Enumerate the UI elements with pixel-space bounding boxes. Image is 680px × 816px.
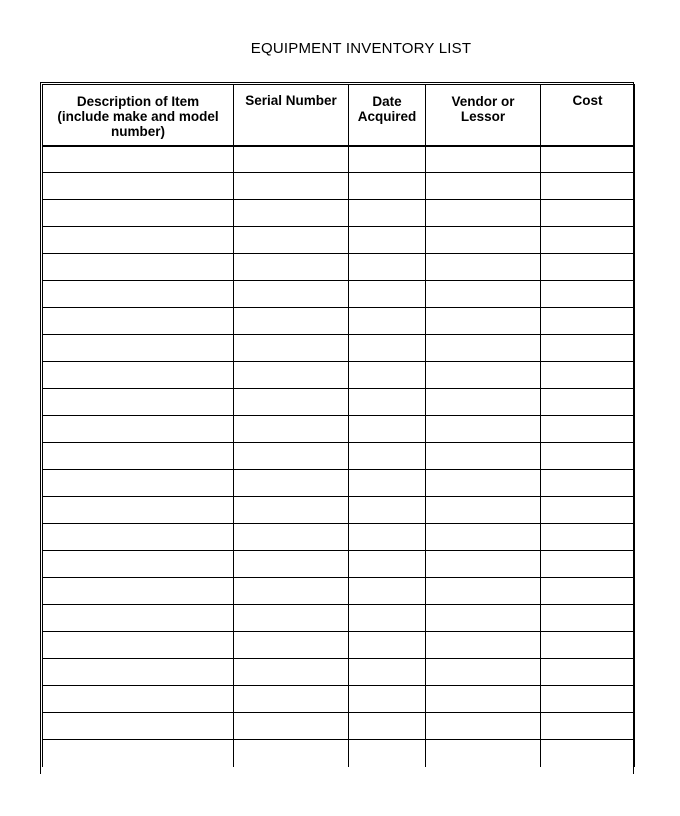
header-line: Vendor or [451, 94, 515, 109]
entry-cell-description[interactable] [43, 497, 234, 524]
entry-cell-vendor[interactable] [426, 227, 541, 254]
column-header-vendor-or-lessor [426, 85, 541, 146]
entry-cell-cost[interactable] [541, 200, 635, 227]
entry-cell-date[interactable] [349, 146, 426, 173]
table-row [43, 362, 635, 389]
entry-cell-vendor[interactable] [426, 524, 541, 551]
entry-cell-cost[interactable] [541, 254, 635, 281]
entry-cell-date[interactable] [349, 335, 426, 362]
entry-cell-vendor[interactable] [426, 605, 541, 632]
table-body [43, 146, 635, 767]
entry-cell-serial[interactable] [234, 740, 349, 767]
entry-cell-description[interactable] [43, 632, 234, 659]
entry-cell-description[interactable] [43, 200, 234, 227]
entry-cell-serial[interactable] [234, 362, 349, 389]
entry-cell-vendor[interactable] [426, 335, 541, 362]
entry-cell-serial[interactable] [234, 254, 349, 281]
entry-cell-description[interactable] [43, 578, 234, 605]
table-row [43, 254, 635, 281]
entry-cell-serial[interactable] [234, 416, 349, 443]
entry-cell-description[interactable] [43, 227, 234, 254]
table-row [43, 281, 635, 308]
entry-cell-cost[interactable] [541, 146, 635, 173]
entry-cell-description[interactable] [43, 551, 234, 578]
column-header-cost [541, 85, 635, 146]
entry-cell-description[interactable] [43, 308, 234, 335]
entry-cell-vendor[interactable] [426, 173, 541, 200]
table-row [43, 470, 635, 497]
table-row [43, 578, 635, 605]
entry-cell-cost[interactable] [541, 416, 635, 443]
entry-cell-vendor[interactable] [426, 470, 541, 497]
entry-cell-vendor[interactable] [426, 416, 541, 443]
entry-cell-date[interactable] [349, 740, 426, 767]
entry-cell-description[interactable] [43, 335, 234, 362]
entry-cell-vendor[interactable] [426, 362, 541, 389]
document-title: EQUIPMENT INVENTORY LIST [250, 40, 472, 57]
column-header-description [43, 85, 234, 146]
table-row [43, 416, 635, 443]
entry-cell-description[interactable] [43, 605, 234, 632]
entry-cell-description[interactable] [43, 254, 234, 281]
entry-cell-serial[interactable] [234, 605, 349, 632]
entry-cell-cost[interactable] [541, 443, 635, 470]
entry-cell-cost[interactable] [541, 578, 635, 605]
entry-cell-vendor[interactable] [426, 740, 541, 767]
entry-cell-cost[interactable] [541, 632, 635, 659]
table-row [43, 551, 635, 578]
entry-cell-vendor[interactable] [426, 578, 541, 605]
entry-cell-vendor[interactable] [426, 659, 541, 686]
entry-cell-description[interactable] [43, 740, 234, 767]
entry-cell-cost[interactable] [541, 173, 635, 200]
entry-cell-serial[interactable] [234, 551, 349, 578]
entry-cell-date[interactable] [349, 497, 426, 524]
table-row [43, 200, 635, 227]
entry-cell-cost[interactable] [541, 740, 635, 767]
table-row [43, 686, 635, 713]
entry-cell-date[interactable] [349, 416, 426, 443]
header-line: Lessor [460, 109, 506, 124]
entry-cell-serial[interactable] [234, 713, 349, 740]
table-row [43, 308, 635, 335]
table-row [43, 173, 635, 200]
entry-cell-cost[interactable] [541, 335, 635, 362]
entry-cell-date[interactable] [349, 524, 426, 551]
entry-cell-date[interactable] [349, 389, 426, 416]
entry-cell-vendor[interactable] [426, 389, 541, 416]
header-line: Acquired [357, 109, 417, 124]
entry-cell-vendor[interactable] [426, 146, 541, 173]
header-line: number) [111, 124, 165, 139]
table-row [43, 335, 635, 362]
entry-cell-description[interactable] [43, 389, 234, 416]
entry-cell-date[interactable] [349, 470, 426, 497]
entry-cell-description[interactable] [43, 281, 234, 308]
entry-cell-date[interactable] [349, 659, 426, 686]
entry-cell-cost[interactable] [541, 281, 635, 308]
entry-cell-vendor[interactable] [426, 308, 541, 335]
entry-cell-vendor[interactable] [426, 200, 541, 227]
table-row [43, 605, 635, 632]
entry-cell-serial[interactable] [234, 335, 349, 362]
entry-cell-vendor[interactable] [426, 254, 541, 281]
entry-cell-date[interactable] [349, 254, 426, 281]
entry-cell-description[interactable] [43, 470, 234, 497]
entry-cell-description[interactable] [43, 659, 234, 686]
table-row [43, 713, 635, 740]
entry-cell-description[interactable] [43, 362, 234, 389]
entry-cell-description[interactable] [43, 416, 234, 443]
entry-cell-cost[interactable] [541, 389, 635, 416]
entry-cell-serial[interactable] [234, 524, 349, 551]
entry-cell-serial[interactable] [234, 659, 349, 686]
entry-cell-date[interactable] [349, 173, 426, 200]
entry-cell-serial[interactable] [234, 578, 349, 605]
entry-cell-date[interactable] [349, 605, 426, 632]
inventory-table [42, 84, 635, 767]
entry-cell-date[interactable] [349, 632, 426, 659]
column-header-date-acquired [349, 85, 426, 146]
entry-cell-description[interactable] [43, 146, 234, 173]
entry-cell-serial[interactable] [234, 470, 349, 497]
entry-cell-serial[interactable] [234, 632, 349, 659]
entry-cell-cost[interactable] [541, 551, 635, 578]
entry-cell-description[interactable] [43, 443, 234, 470]
entry-cell-date[interactable] [349, 227, 426, 254]
table-row [43, 497, 635, 524]
entry-cell-serial[interactable] [234, 308, 349, 335]
table-row [43, 524, 635, 551]
entry-cell-serial[interactable] [234, 686, 349, 713]
column-header-serial-number [234, 85, 349, 146]
entry-cell-description[interactable] [43, 686, 234, 713]
entry-cell-cost[interactable] [541, 497, 635, 524]
header-line: Serial Number [245, 93, 337, 108]
entry-cell-serial[interactable] [234, 281, 349, 308]
table-header-row [43, 85, 635, 146]
table-row [43, 227, 635, 254]
entry-cell-vendor[interactable] [426, 497, 541, 524]
entry-cell-date[interactable] [349, 200, 426, 227]
entry-cell-vendor[interactable] [426, 632, 541, 659]
entry-cell-vendor[interactable] [426, 551, 541, 578]
entry-cell-date[interactable] [349, 308, 426, 335]
table-row [43, 146, 635, 173]
entry-cell-date[interactable] [349, 578, 426, 605]
entry-cell-cost[interactable] [541, 713, 635, 740]
header-line: (include make and model [57, 109, 219, 124]
entry-cell-cost[interactable] [541, 362, 635, 389]
entry-cell-serial[interactable] [234, 173, 349, 200]
entry-cell-description[interactable] [43, 713, 234, 740]
entry-cell-serial[interactable] [234, 146, 349, 173]
entry-cell-vendor[interactable] [426, 686, 541, 713]
entry-cell-serial[interactable] [234, 443, 349, 470]
entry-cell-vendor[interactable] [426, 281, 541, 308]
entry-cell-cost[interactable] [541, 308, 635, 335]
table-row [43, 443, 635, 470]
entry-cell-date[interactable] [349, 713, 426, 740]
entry-cell-cost[interactable] [541, 470, 635, 497]
entry-cell-description[interactable] [43, 173, 234, 200]
entry-cell-cost[interactable] [541, 659, 635, 686]
entry-cell-date[interactable] [349, 551, 426, 578]
entry-cell-serial[interactable] [234, 227, 349, 254]
header-line: Date [372, 94, 402, 109]
entry-cell-date[interactable] [349, 362, 426, 389]
table-row [43, 389, 635, 416]
table-row [43, 632, 635, 659]
entry-cell-cost[interactable] [541, 227, 635, 254]
entry-cell-serial[interactable] [234, 389, 349, 416]
entry-cell-cost[interactable] [541, 524, 635, 551]
entry-cell-serial[interactable] [234, 200, 349, 227]
table-row [43, 740, 635, 767]
table-row [43, 659, 635, 686]
entry-cell-date[interactable] [349, 281, 426, 308]
entry-cell-description[interactable] [43, 524, 234, 551]
entry-cell-vendor[interactable] [426, 443, 541, 470]
entry-cell-cost[interactable] [541, 686, 635, 713]
entry-cell-serial[interactable] [234, 497, 349, 524]
entry-cell-vendor[interactable] [426, 713, 541, 740]
entry-cell-date[interactable] [349, 686, 426, 713]
header-line: Description of Item [76, 94, 200, 109]
entry-cell-date[interactable] [349, 443, 426, 470]
entry-cell-cost[interactable] [541, 605, 635, 632]
header-line: Cost [572, 93, 603, 108]
